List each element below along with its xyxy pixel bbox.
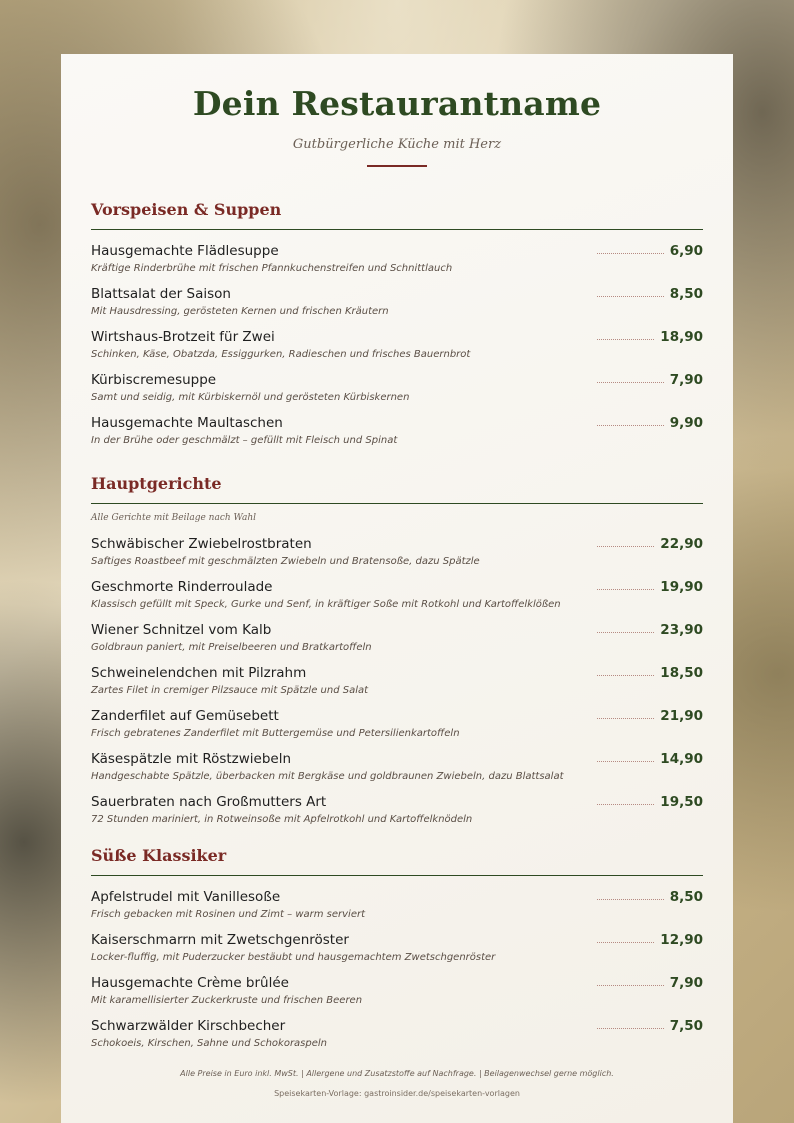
menu-item-text (91, 371, 591, 405)
menu-item-name: Wiener Schnitzel vom Kalb (91, 622, 272, 638)
menu-item-text (91, 793, 591, 827)
menu-item-description: Frisch gebacken mit Rosinen und Zimt – warm serviert (91, 909, 366, 920)
menu-item-price: 9,90 (669, 415, 703, 431)
menu-item (91, 414, 703, 448)
restaurant-name: Dein Restaurantname (192, 84, 602, 123)
menu-item-description: Schinken, Käse, Obatzda, Essiggurken, Radieschen und frisches Bauernbrot (91, 349, 471, 360)
menu-item-price: 23,90 (660, 622, 703, 638)
menu-section (91, 200, 703, 448)
menu-item-text (91, 1017, 591, 1051)
section-title: Süße Klassiker (91, 846, 703, 876)
menu-item-description: Goldbraun paniert, mit Preiselbeeren und Bratkartoffeln (91, 642, 372, 653)
menu-item-price: 19,90 (660, 579, 703, 595)
menu-item (91, 328, 703, 362)
menu-item-name: Blattsalat der Saison (91, 286, 231, 302)
menu-item-description: Mit Hausdressing, gerösteten Kernen und frischen Kräutern (91, 306, 389, 317)
menu-item-description: Kräftige Rinderbrühe mit frischen Pfannkuchenstreifen und Schnittlauch (91, 263, 453, 274)
menu-item-name: Sauerbraten nach Großmutters Art (91, 794, 327, 810)
menu-item-description: Saftiges Roastbeef mit geschmälzten Zwiebeln und Bratensoße, dazu Spätzle (91, 556, 480, 567)
menu-item-price: 6,90 (669, 243, 703, 259)
menu-section (91, 846, 703, 1051)
menu-item (91, 664, 703, 698)
menu-item-description: In der Brühe oder geschmälzt – gefüllt mit Fleisch und Spinat (91, 435, 398, 446)
section-note: Alle Gerichte mit Beilage nach Wahl (91, 513, 257, 523)
menu-item-name: Geschmorte Rinderroulade (91, 579, 273, 595)
menu-item (91, 750, 703, 784)
menu-item-name: Hausgemachte Maultaschen (91, 415, 283, 431)
menu-item-text (91, 242, 591, 276)
dot-leader (597, 632, 654, 633)
menu-item-price: 8,50 (669, 286, 703, 302)
menu-item-description: Samt und seidig, mit Kürbiskernöl und gerösteten Kürbiskernen (91, 392, 410, 403)
menu-item-description: Klassisch gefüllt mit Speck, Gurke und Senf, in kräftiger Soße mit Rotkohl und Kartoffelklößen (91, 599, 561, 610)
section-title: Vorspeisen & Suppen (91, 200, 703, 230)
menu-item-name: Schwarzwälder Kirschbecher (91, 1018, 286, 1034)
dot-leader (597, 942, 654, 943)
menu-item-price: 7,50 (669, 1018, 703, 1034)
title-divider (367, 165, 427, 167)
menu-item-description: Locker-fluffig, mit Puderzucker bestäubt und hausgemachtem Zwetschgenröster (91, 952, 496, 963)
dot-leader (597, 761, 654, 762)
menu-item-price: 7,90 (669, 975, 703, 991)
menu-item (91, 535, 703, 569)
footer-note: Alle Preise in Euro inkl. MwSt. | Allergene und Zusatzstoffe auf Nachfrage. | Beilagenwechsel gerne möglich. (180, 1069, 614, 1078)
menu-item-price: 14,90 (660, 751, 703, 767)
menu-sheet (61, 54, 733, 1123)
menu-item-text (91, 578, 591, 612)
restaurant-tagline: Gutbürgerliche Küche mit Herz (292, 137, 502, 152)
menu-item-name: Zanderfilet auf Gemüsebett (91, 708, 279, 724)
menu-item (91, 621, 703, 655)
menu-item-price: 21,90 (660, 708, 703, 724)
menu-item-price: 19,50 (660, 794, 703, 810)
menu-item-text (91, 974, 591, 1008)
menu-item-name: Kaiserschmarrn mit Zwetschgenröster (91, 932, 349, 948)
menu-item-text (91, 535, 591, 569)
menu-item-name: Hausgemachte Flädlesuppe (91, 243, 279, 259)
menu-item-text (91, 328, 591, 362)
menu-section (91, 474, 703, 827)
dot-leader (597, 546, 654, 547)
dot-leader (597, 253, 664, 254)
menu-item-price: 18,50 (660, 665, 703, 681)
menu-item (91, 371, 703, 405)
menu-item (91, 888, 703, 922)
menu-item-list (91, 888, 703, 1051)
menu-item-price: 22,90 (660, 536, 703, 552)
dot-leader (597, 296, 664, 297)
dot-leader (597, 589, 654, 590)
menu-item-list (91, 242, 703, 448)
menu-item (91, 1017, 703, 1051)
dot-leader (597, 1028, 664, 1029)
menu-item-description: Frisch gebratenes Zanderfilet mit Buttergemüse und Petersilienkartoffeln (91, 728, 460, 739)
menu-item-name: Schwäbischer Zwiebelrostbraten (91, 536, 312, 552)
menu-item-description: Zartes Filet in cremiger Pilzsauce mit Spätzle und Salat (91, 685, 369, 696)
menu-item (91, 578, 703, 612)
menu-item (91, 974, 703, 1008)
menu-item-price: 18,90 (660, 329, 703, 345)
dot-leader (597, 675, 654, 676)
menu-item-text (91, 621, 591, 655)
dot-leader (597, 899, 664, 900)
menu-item (91, 285, 703, 319)
menu-item-text (91, 285, 591, 319)
menu-item-description: Schokoeis, Kirschen, Sahne und Schokoraspeln (91, 1038, 328, 1049)
menu-item-text (91, 888, 591, 922)
menu-item-name: Apfelstrudel mit Vanillesoße (91, 889, 281, 905)
menu-item-name: Wirtshaus-Brotzeit für Zwei (91, 329, 275, 345)
menu-item-description: 72 Stunden mariniert, in Rotweinsoße mit Apfelrotkohl und Kartoffelknödeln (91, 814, 473, 825)
menu-item-description: Handgeschabte Spätzle, überbacken mit Bergkäse und goldbraunen Zwiebeln, dazu Blattsalat (91, 771, 564, 782)
dot-leader (597, 425, 664, 426)
menu-sections (91, 200, 703, 1051)
dot-leader (597, 718, 654, 719)
menu-item (91, 242, 703, 276)
menu-item-text (91, 664, 591, 698)
menu-item-description: Mit karamellisierter Zuckerkruste und frischen Beeren (91, 995, 363, 1006)
dot-leader (597, 985, 664, 986)
menu-item-price: 12,90 (660, 932, 703, 948)
menu-item-price: 8,50 (669, 889, 703, 905)
dot-leader (597, 382, 664, 383)
menu-item (91, 793, 703, 827)
menu-item (91, 931, 703, 965)
menu-item-name: Käsespätzle mit Röstzwiebeln (91, 751, 292, 767)
menu-item-text (91, 414, 591, 448)
menu-item-name: Kürbiscremesuppe (91, 372, 217, 388)
menu-item-list (91, 535, 703, 827)
section-title: Hauptgerichte (91, 474, 703, 504)
menu-item-text (91, 707, 591, 741)
dot-leader (597, 804, 654, 805)
menu-item-text (91, 750, 591, 784)
footer-credit: Speisekarten-Vorlage: gastroinsider.de/speisekarten-vorlagen (274, 1089, 520, 1098)
menu-item-price: 7,90 (669, 372, 703, 388)
menu-item-name: Schweinelendchen mit Pilzrahm (91, 665, 307, 681)
menu-item-name: Hausgemachte Crème brûlée (91, 975, 289, 991)
menu-item-text (91, 931, 591, 965)
dot-leader (597, 339, 654, 340)
menu-item (91, 707, 703, 741)
